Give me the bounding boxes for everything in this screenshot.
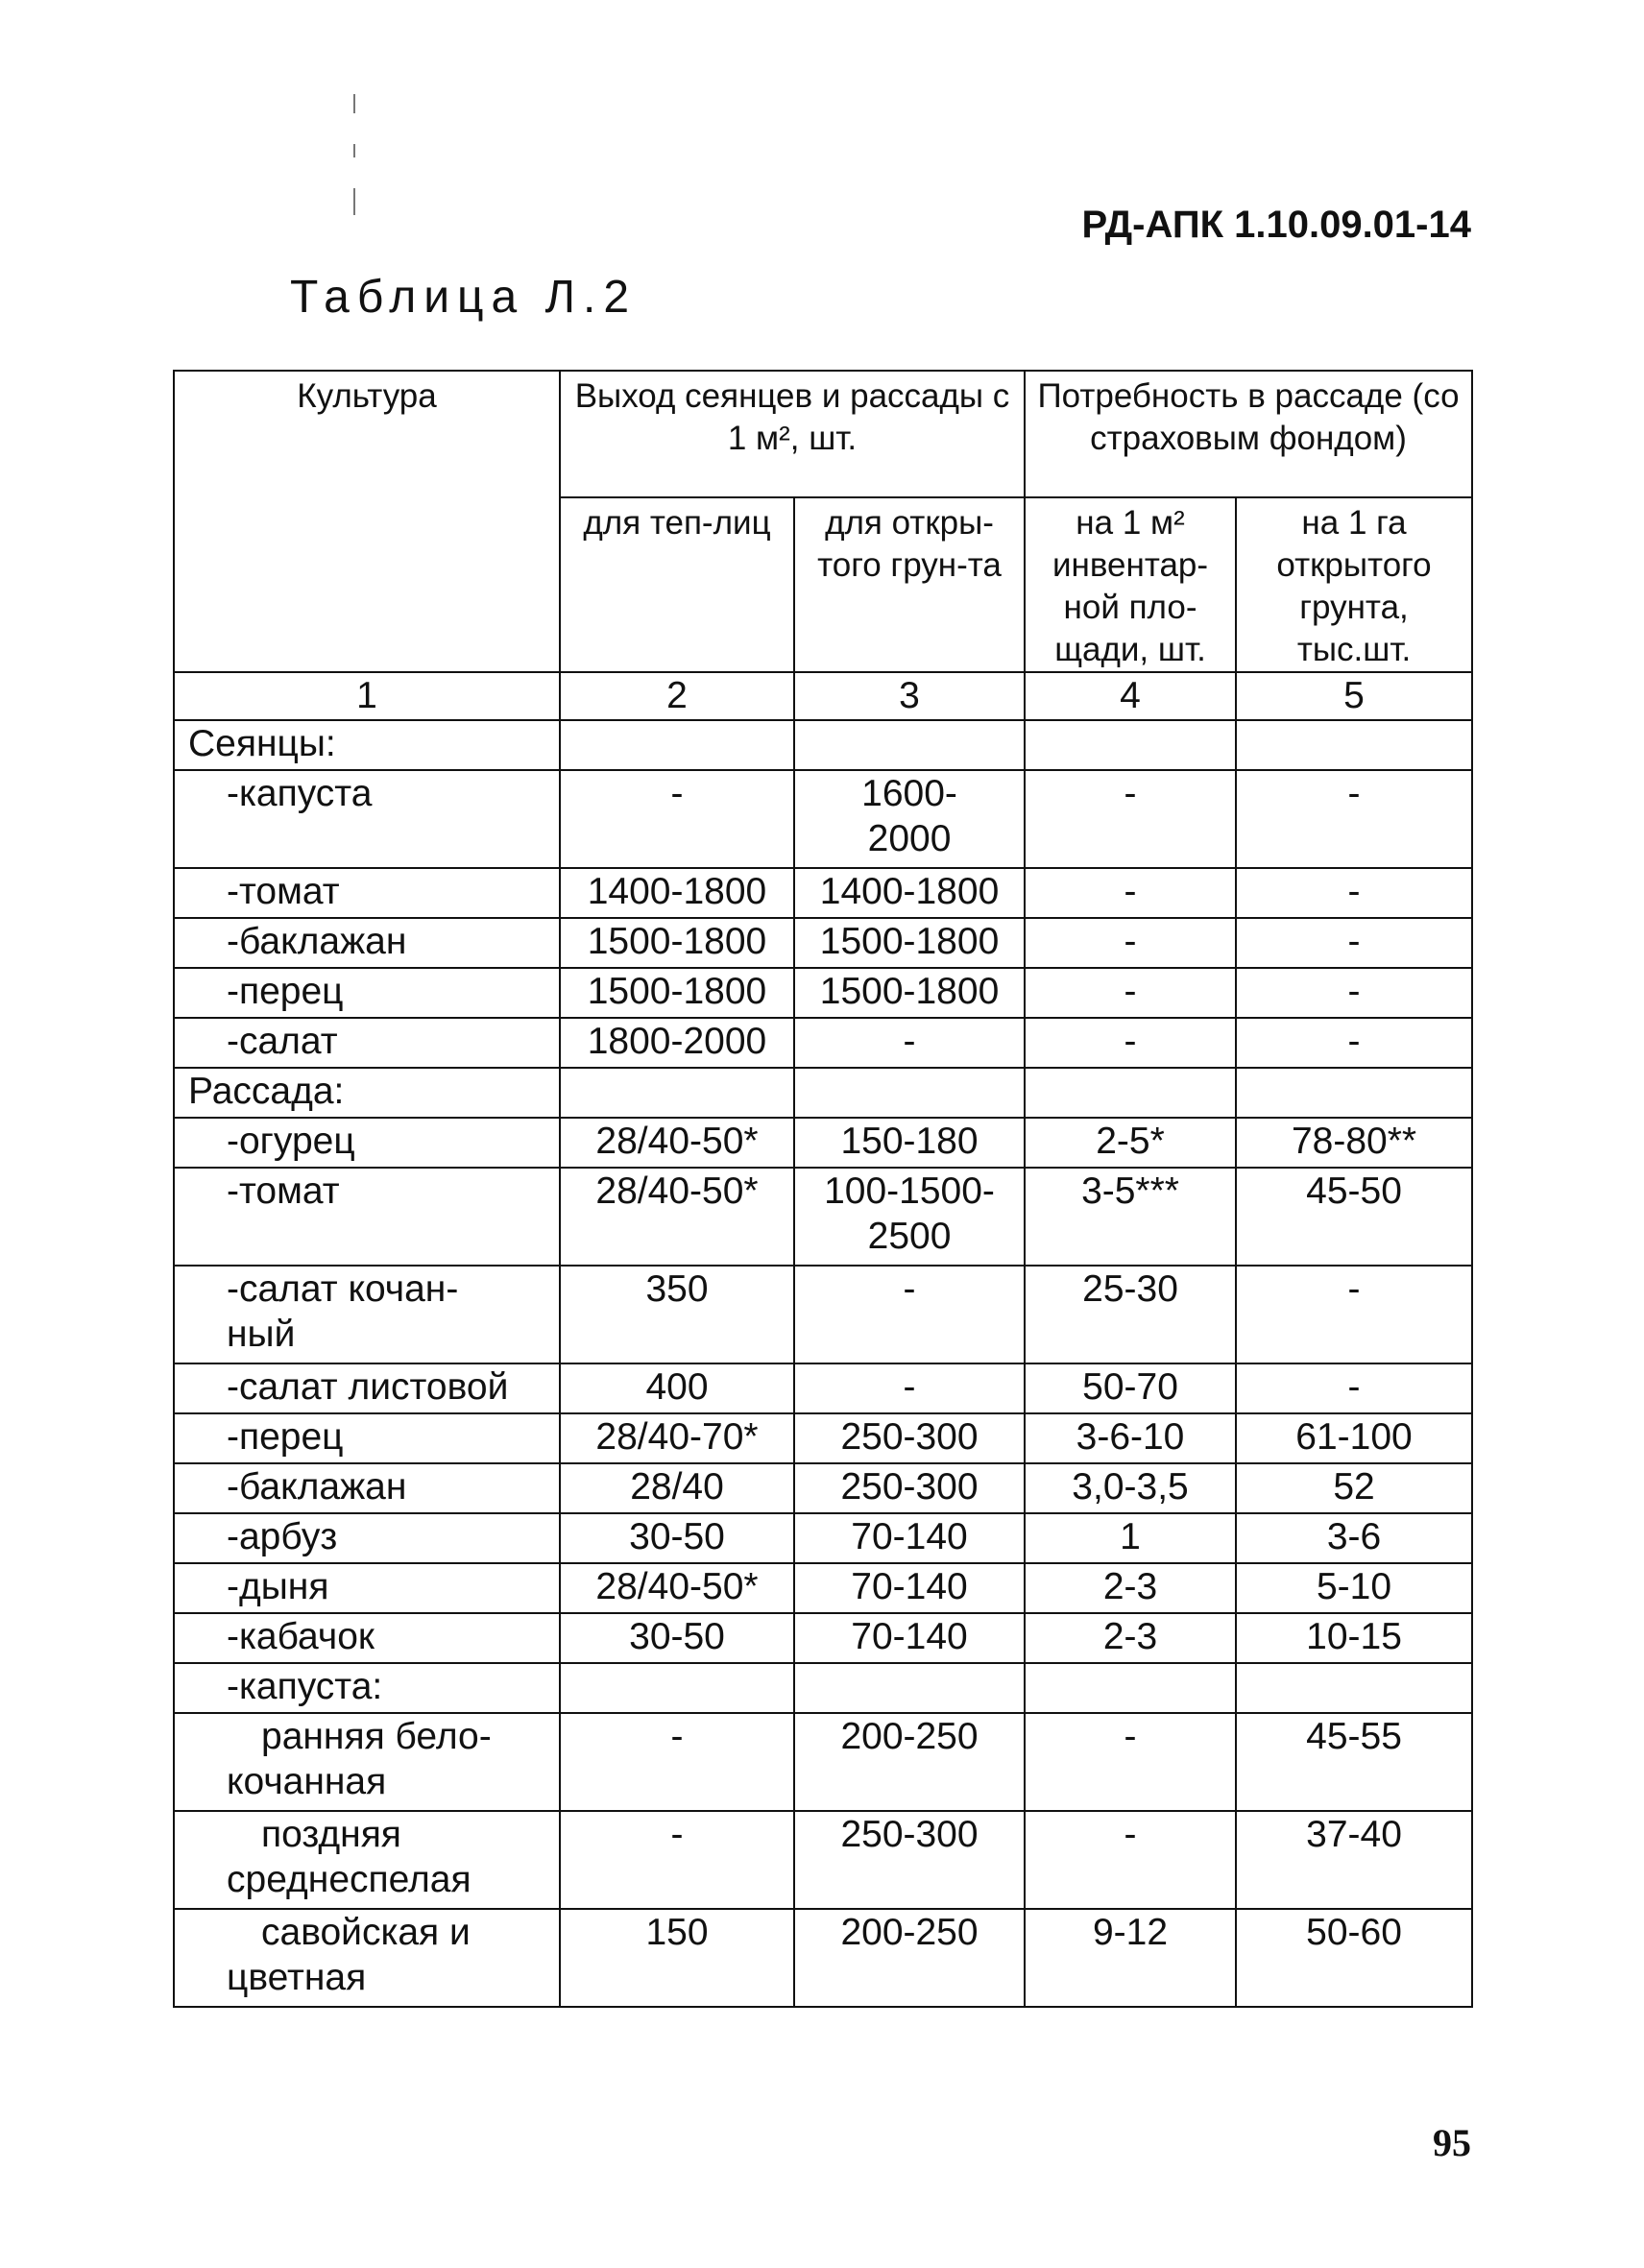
row-yield-greenhouse: 400	[560, 1363, 794, 1413]
row-yield-open: 70-140	[794, 1563, 1025, 1613]
row-need-per-ha: 10-15	[1236, 1613, 1472, 1663]
row-need-per-ha: -	[1236, 1266, 1472, 1363]
table-row	[174, 868, 1472, 918]
table-row	[174, 1118, 1472, 1168]
row-yield-open: 200-250	[794, 1909, 1025, 2007]
row-culture: -баклажан	[174, 918, 560, 968]
row-yield-open: 1600-2000	[794, 770, 1025, 868]
row-culture: поздняя среднеспелая	[174, 1811, 560, 1909]
column-number-row	[174, 672, 1472, 720]
row-yield-greenhouse: 28/40-50*	[560, 1168, 794, 1266]
table-row	[174, 1811, 1472, 1909]
table-row	[174, 1909, 1472, 2007]
header-need-per-m2: на 1 м² инвентар-ной пло-щади, шт.	[1025, 497, 1236, 672]
row-culture: -салат листовой	[174, 1363, 560, 1413]
row-need-per-m2: 1	[1025, 1513, 1236, 1563]
row-culture: -томат	[174, 1168, 560, 1266]
row-need-per-m2: -	[1025, 968, 1236, 1018]
header-yield-greenhouse: для теп-лиц	[560, 497, 794, 672]
row-yield-open: 200-250	[794, 1713, 1025, 1811]
row-yield-greenhouse: 28/40-70*	[560, 1413, 794, 1463]
row-need-per-m2: 9-12	[1025, 1909, 1236, 2007]
row-need-per-ha: 37-40	[1236, 1811, 1472, 1909]
table-row	[174, 1613, 1472, 1663]
table-row	[174, 1463, 1472, 1513]
row-need-per-ha: -	[1236, 1363, 1472, 1413]
row-need-per-ha	[1236, 720, 1472, 770]
row-need-per-ha: -	[1236, 968, 1472, 1018]
table-row	[174, 1713, 1472, 1811]
row-yield-greenhouse: -	[560, 1811, 794, 1909]
row-culture: -томат	[174, 868, 560, 918]
row-culture: -арбуз	[174, 1513, 560, 1563]
row-yield-greenhouse	[560, 1663, 794, 1713]
row-culture: -огурец	[174, 1118, 560, 1168]
row-yield-greenhouse: 28/40-50*	[560, 1118, 794, 1168]
column-number: 4	[1025, 672, 1236, 720]
row-need-per-ha: -	[1236, 918, 1472, 968]
row-need-per-m2	[1025, 720, 1236, 770]
seedling-table	[173, 370, 1473, 2008]
row-need-per-ha: -	[1236, 868, 1472, 918]
row-need-per-ha: 50-60	[1236, 1909, 1472, 2007]
row-yield-open: 100-1500-2500	[794, 1168, 1025, 1266]
row-need-per-m2: 3-6-10	[1025, 1413, 1236, 1463]
row-need-per-ha: 52	[1236, 1463, 1472, 1513]
row-culture: ранняя бело-кочанная	[174, 1713, 560, 1811]
row-need-per-ha: -	[1236, 1018, 1472, 1068]
row-need-per-m2: 25-30	[1025, 1266, 1236, 1363]
scan-mark	[353, 94, 355, 113]
row-need-per-ha	[1236, 1663, 1472, 1713]
row-need-per-m2: -	[1025, 918, 1236, 968]
row-culture: -баклажан	[174, 1463, 560, 1513]
row-yield-open: 250-300	[794, 1413, 1025, 1463]
row-culture: -перец	[174, 968, 560, 1018]
table-row	[174, 1266, 1472, 1363]
row-culture: -кабачок	[174, 1613, 560, 1663]
row-yield-greenhouse: 150	[560, 1909, 794, 2007]
row-need-per-m2: 3-5***	[1025, 1168, 1236, 1266]
row-yield-open: 1400-1800	[794, 868, 1025, 918]
row-need-per-ha	[1236, 1068, 1472, 1118]
row-culture: -капуста:	[174, 1663, 560, 1713]
row-yield-open: -	[794, 1018, 1025, 1068]
row-need-per-m2: -	[1025, 1713, 1236, 1811]
row-need-per-m2	[1025, 1663, 1236, 1713]
row-culture: -салат	[174, 1018, 560, 1068]
row-yield-greenhouse: 350	[560, 1266, 794, 1363]
table-row	[174, 1018, 1472, 1068]
row-need-per-ha: 3-6	[1236, 1513, 1472, 1563]
table-row	[174, 968, 1472, 1018]
scan-mark	[353, 188, 355, 215]
header-need-per-ha: на 1 га открытого грунта, тыс.шт.	[1236, 497, 1472, 672]
table-row	[174, 1363, 1472, 1413]
table-row	[174, 1513, 1472, 1563]
row-culture: -перец	[174, 1413, 560, 1463]
table-row	[174, 1663, 1472, 1713]
row-yield-greenhouse: 28/40	[560, 1463, 794, 1513]
table-row	[174, 1563, 1472, 1613]
column-number: 5	[1236, 672, 1472, 720]
column-number: 3	[794, 672, 1025, 720]
row-yield-greenhouse: 30-50	[560, 1513, 794, 1563]
row-yield-greenhouse: 1500-1800	[560, 918, 794, 968]
row-yield-open: -	[794, 1266, 1025, 1363]
row-culture: -капуста	[174, 770, 560, 868]
row-yield-open: 250-300	[794, 1463, 1025, 1513]
row-need-per-m2: -	[1025, 868, 1236, 918]
row-yield-greenhouse: 30-50	[560, 1613, 794, 1663]
row-yield-open: 70-140	[794, 1513, 1025, 1563]
row-need-per-m2	[1025, 1068, 1236, 1118]
header-yield-group: Выход сеянцев и рассады с 1 м², шт.	[560, 371, 1025, 497]
row-need-per-m2: 2-3	[1025, 1613, 1236, 1663]
table-row	[174, 1068, 1472, 1118]
row-need-per-m2: -	[1025, 1018, 1236, 1068]
document-code: РД-АПК 1.10.09.01-14	[1081, 204, 1471, 246]
row-yield-greenhouse	[560, 720, 794, 770]
header-culture: Культура	[174, 371, 560, 672]
table-row	[174, 1168, 1472, 1266]
table-row	[174, 1413, 1472, 1463]
row-yield-open	[794, 1663, 1025, 1713]
row-need-per-m2: 2-3	[1025, 1563, 1236, 1613]
row-yield-greenhouse: 1800-2000	[560, 1018, 794, 1068]
row-need-per-m2: 3,0-3,5	[1025, 1463, 1236, 1513]
row-culture: Рассада:	[174, 1068, 560, 1118]
column-number: 2	[560, 672, 794, 720]
row-yield-open: 1500-1800	[794, 968, 1025, 1018]
table-row	[174, 770, 1472, 868]
row-yield-greenhouse: 28/40-50*	[560, 1563, 794, 1613]
header-yield-open: для откры-того грун-та	[794, 497, 1025, 672]
row-yield-open: 150-180	[794, 1118, 1025, 1168]
row-need-per-m2: 2-5*	[1025, 1118, 1236, 1168]
row-need-per-ha: 61-100	[1236, 1413, 1472, 1463]
row-yield-open: 70-140	[794, 1613, 1025, 1663]
scan-mark	[353, 144, 355, 157]
row-need-per-m2: -	[1025, 770, 1236, 868]
row-need-per-m2: -	[1025, 1811, 1236, 1909]
row-culture: савойская и цветная	[174, 1909, 560, 2007]
table-title: Таблица Л.2	[290, 272, 638, 323]
row-yield-open: -	[794, 1363, 1025, 1413]
row-culture: Сеянцы:	[174, 720, 560, 770]
row-yield-open	[794, 1068, 1025, 1118]
row-need-per-ha: 45-55	[1236, 1713, 1472, 1811]
column-number: 1	[174, 672, 560, 720]
row-yield-open: 1500-1800	[794, 918, 1025, 968]
table-row	[174, 720, 1472, 770]
header-need-group: Потребность в рассаде (со страховым фондом)	[1025, 371, 1472, 497]
page-number: 95	[1433, 2121, 1471, 2164]
header-row-top	[174, 371, 1472, 497]
row-yield-greenhouse: 1500-1800	[560, 968, 794, 1018]
row-yield-greenhouse: -	[560, 1713, 794, 1811]
row-culture: -дыня	[174, 1563, 560, 1613]
row-culture: -салат кочан-ный	[174, 1266, 560, 1363]
row-yield-greenhouse	[560, 1068, 794, 1118]
row-yield-open	[794, 720, 1025, 770]
row-yield-open: 250-300	[794, 1811, 1025, 1909]
row-need-per-m2: 50-70	[1025, 1363, 1236, 1413]
row-yield-greenhouse: -	[560, 770, 794, 868]
table-row	[174, 918, 1472, 968]
row-need-per-ha: 78-80**	[1236, 1118, 1472, 1168]
row-need-per-ha: 5-10	[1236, 1563, 1472, 1613]
row-yield-greenhouse: 1400-1800	[560, 868, 794, 918]
row-need-per-ha: 45-50	[1236, 1168, 1472, 1266]
row-need-per-ha: -	[1236, 770, 1472, 868]
